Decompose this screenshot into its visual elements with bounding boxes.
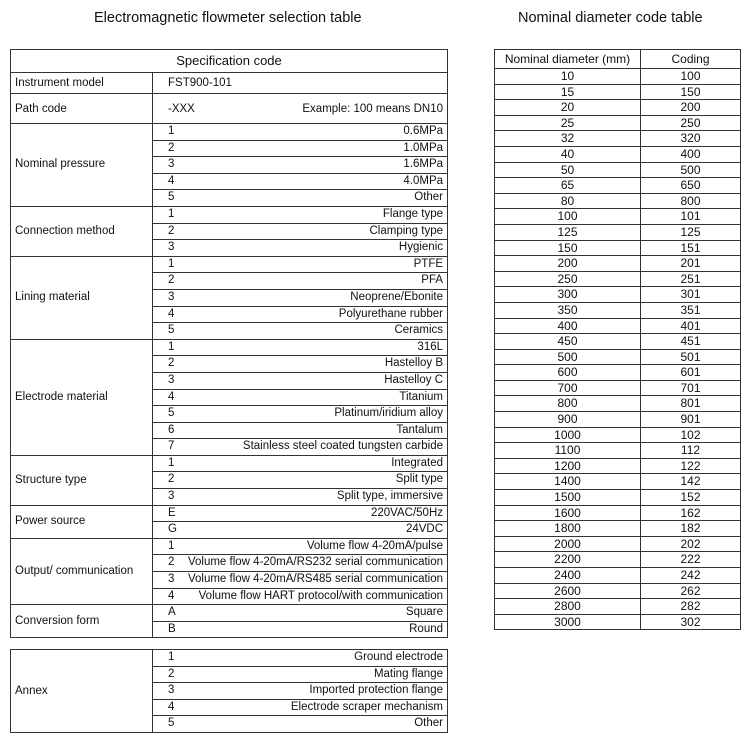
table-row [495,240,741,256]
diameter-table [494,49,741,630]
path-code-row [11,94,448,124]
nominal-diameter-cell: 150 [495,240,641,256]
option-row [153,390,447,407]
table-row [495,302,741,318]
instrument-model-label: Instrument model [11,73,153,94]
option-description: Imported protection flange [309,684,443,697]
option-code: B [168,622,176,635]
table-row [495,614,741,630]
table-row [495,568,741,584]
nominal-diameter-cell: 20 [495,100,641,116]
option-row [153,605,447,622]
coding-cell: 262 [641,583,741,599]
nominal-diameter-cell: 200 [495,256,641,272]
option-row [153,273,447,290]
option-code: 4 [168,174,175,187]
spec-group-options [153,339,448,455]
option-code: 1 [168,257,175,270]
option-code: 2 [168,473,175,486]
table-row [495,474,741,490]
coding-cell: 400 [641,146,741,162]
spec-group-options [153,124,448,207]
option-code: E [168,506,176,519]
nominal-diameter-cell: 1000 [495,427,641,443]
nominal-diameter-cell: 125 [495,224,641,240]
option-description: Electrode scraper mechanism [290,700,443,713]
table-row [495,162,741,178]
annex-options [153,650,448,733]
option-description: 24VDC [405,523,444,536]
spec-group-label: Lining material [11,256,153,339]
nominal-diameter-cell: 32 [495,131,641,147]
option-code: 2 [168,224,175,237]
option-description: Other [414,717,443,730]
table-row [495,583,741,599]
option-row [153,207,447,224]
spec-group-label: Electrode material [11,339,153,455]
option-code: 5 [168,407,175,420]
spec-group-options [153,256,448,339]
annex-row [11,650,448,733]
annex-label: Annex [11,650,153,733]
option-row [153,340,447,357]
option-description: 1.0MPa [403,141,444,154]
option-row [153,622,447,638]
spec-group-connection-method [11,206,448,256]
option-row [153,423,447,440]
spec-group-label: Nominal pressure [11,124,153,207]
spec-header: Specification code [11,50,448,73]
nominal-diameter-cell: 500 [495,349,641,365]
option-description: Hastelloy B [384,357,444,370]
table-row [495,115,741,131]
option-code: 1 [168,125,175,137]
nominal-diameter-cell: 450 [495,334,641,350]
coding-cell: 250 [641,115,741,131]
option-row [153,323,447,339]
coding-cell: 125 [641,224,741,240]
option-description: Clamping type [369,224,444,237]
option-description: Volume flow 4-20mA/RS232 serial communication [187,556,444,569]
coding-cell: 901 [641,412,741,428]
option-row [153,373,447,390]
nominal-diameter-cell: 65 [495,178,641,194]
table-row [495,256,741,272]
nominal-diameter-cell: 350 [495,302,641,318]
option-code: 2 [168,556,175,569]
option-code: 1 [168,539,175,552]
spec-group-nominal-pressure [11,124,448,207]
option-code: 2 [168,667,175,680]
option-description: 220VAC/50Hz [370,506,444,519]
table-row [495,536,741,552]
coding-cell: 301 [641,287,741,303]
option-code: 5 [168,717,175,730]
option-row [153,539,447,556]
nominal-diameter-cell: 1400 [495,474,641,490]
option-description: Flange type [382,207,444,220]
coding-cell: 122 [641,458,741,474]
option-code: 3 [168,684,175,697]
path-code-example: Example: 100 means DN10 [302,102,444,115]
option-code: G [168,523,177,536]
option-description: 4.0MPa [403,174,444,187]
option-code: 6 [168,423,175,436]
option-row [153,472,447,489]
coding-cell: 102 [641,427,741,443]
option-description: Other [414,191,444,204]
option-description: Hygienic [398,241,444,254]
option-description: PFA [421,274,444,287]
coding-cell: 302 [641,614,741,630]
option-description: 1.6MPa [403,158,444,171]
option-description: Mating flange [373,667,443,680]
instrument-model-row [11,73,448,94]
option-description: Ceramics [394,324,444,337]
coding-cell: 501 [641,349,741,365]
nominal-diameter-cell: 80 [495,193,641,209]
option-description: Titanium [399,390,444,403]
option-description: Volume flow 4-20mA/RS485 serial communication [187,573,444,586]
option-row [153,489,447,505]
option-row [153,307,447,324]
table-row [495,100,741,116]
coding-cell: 800 [641,193,741,209]
option-description: Split type, immersive [336,490,444,503]
coding-cell: 142 [641,474,741,490]
option-row [153,224,447,241]
option-row [153,257,447,274]
annex-option-row [153,716,447,732]
nominal-diameter-cell: 400 [495,318,641,334]
selection-table [10,49,448,638]
option-row [153,356,447,373]
table-row [495,490,741,506]
table-row [495,396,741,412]
option-row [153,240,447,256]
nominal-diameter-cell: 600 [495,365,641,381]
spec-group-lining-material [11,256,448,339]
nominal-diameter-cell: 15 [495,84,641,100]
spec-group-options [153,455,448,505]
nominal-diameter-cell: 10 [495,69,641,85]
spec-group-options [153,505,448,538]
option-code: 3 [168,573,175,586]
nominal-diameter-cell: 100 [495,209,641,225]
table-row [495,334,741,350]
option-row [153,589,447,605]
nominal-diameter-cell: 50 [495,162,641,178]
spec-group-options [153,206,448,256]
table-row [495,427,741,443]
option-row [153,141,447,158]
coding-cell: 100 [641,69,741,85]
table-row [495,365,741,381]
option-code: 1 [168,651,175,663]
diameter-table-title: Nominal diameter code table [518,10,703,26]
nominal-diameter-cell: 1100 [495,443,641,459]
option-description: Ground electrode [354,651,443,663]
option-description: Round [409,622,444,635]
table-row [495,458,741,474]
coding-cell: 150 [641,84,741,100]
coding-cell: 182 [641,521,741,537]
option-description: Volume flow HART protocol/with communication [198,589,444,602]
table-row [495,224,741,240]
coding-cell: 202 [641,536,741,552]
coding-cell: 222 [641,552,741,568]
path-code-value: -XXX [168,102,195,115]
option-code: 3 [168,158,175,171]
option-description: Volume flow 4-20mA/pulse [306,539,444,552]
nominal-diameter-cell: 2400 [495,568,641,584]
table-row [495,552,741,568]
table-row [495,380,741,396]
table-row [495,84,741,100]
option-code: 3 [168,241,175,254]
option-code: 3 [168,373,175,386]
table-row [495,271,741,287]
option-code: 3 [168,290,175,303]
option-code: 5 [168,191,175,204]
selection-table-title: Electromagnetic flowmeter selection table [94,10,362,26]
coding-cell: 401 [641,318,741,334]
table-row [495,521,741,537]
annex-option-row [153,700,447,717]
coding-cell: 320 [641,131,741,147]
option-code: 2 [168,141,175,154]
option-code: A [168,606,176,619]
nominal-diameter-cell: 1800 [495,521,641,537]
nominal-diameter-cell: 900 [495,412,641,428]
option-description: 0.6MPa [403,125,444,137]
nominal-diameter-cell: 3000 [495,614,641,630]
option-description: Platinum/iridium alloy [334,407,444,420]
coding-cell: 282 [641,599,741,615]
option-code: 3 [168,490,175,503]
option-code: 1 [168,340,175,353]
option-row [153,522,447,538]
table-row [495,599,741,615]
spec-group-label: Power source [11,505,153,538]
option-code: 2 [168,357,175,370]
nominal-diameter-cell: 700 [495,380,641,396]
nominal-diameter-cell: 250 [495,271,641,287]
spec-header-row [11,50,448,73]
coding-cell: 251 [641,271,741,287]
spec-group-label: Output/ communication [11,538,153,604]
nominal-diameter-cell: 1200 [495,458,641,474]
path-code-cell [153,94,448,124]
option-description: Square [405,606,444,619]
option-row [153,572,447,589]
option-row [153,406,447,423]
coding-cell: 701 [641,380,741,396]
nominal-diameter-cell: 40 [495,146,641,162]
spec-group-conversion-form [11,605,448,638]
table-row [495,443,741,459]
nominal-diameter-cell: 2000 [495,536,641,552]
option-description: Integrated [391,456,444,469]
nominal-diameter-cell: 800 [495,396,641,412]
table-row [495,178,741,194]
coding-cell: 152 [641,490,741,506]
coding-cell: 200 [641,100,741,116]
option-code: 4 [168,700,175,713]
spec-group-output-communication [11,538,448,604]
option-row [153,174,447,191]
option-row [153,555,447,572]
option-code: 1 [168,207,175,220]
option-row [153,506,447,523]
option-code: 4 [168,390,175,403]
spec-group-options [153,605,448,638]
option-row [153,456,447,473]
option-description: Neoprene/Ebonite [350,290,444,303]
annex-table [10,649,448,733]
option-code: 1 [168,456,175,469]
nominal-diameter-cell: 1500 [495,490,641,506]
option-row [153,439,447,455]
path-code-label: Path code [11,94,153,124]
table-row [495,505,741,521]
coding-cell: 801 [641,396,741,412]
coding-cell: 162 [641,505,741,521]
annex-option-row [153,683,447,700]
coding-cell: 351 [641,302,741,318]
table-row [495,349,741,365]
coding-cell: 201 [641,256,741,272]
coding-header: Coding [641,50,741,69]
option-code: 2 [168,274,175,287]
table-row [495,318,741,334]
coding-cell: 500 [641,162,741,178]
diameter-header-row [495,50,741,69]
spec-group-power-source [11,505,448,538]
spec-group-label: Conversion form [11,605,153,638]
coding-cell: 451 [641,334,741,350]
table-row [495,412,741,428]
coding-cell: 242 [641,568,741,584]
option-description: Stainless steel coated tungsten carbide [242,440,444,453]
nominal-diameter-cell: 25 [495,115,641,131]
table-row [495,287,741,303]
annex-option-row [153,650,447,667]
table-row [495,131,741,147]
option-description: Polyurethane rubber [338,307,444,320]
spec-group-label: Connection method [11,206,153,256]
option-code: 7 [168,440,175,453]
coding-cell: 650 [641,178,741,194]
spec-group-options [153,538,448,604]
table-row [495,69,741,85]
nominal-diameter-cell: 300 [495,287,641,303]
annex-option-row [153,667,447,684]
option-description: 316L [417,340,444,353]
diameter-header: Nominal diameter (mm) [495,50,641,69]
nominal-diameter-cell: 1600 [495,505,641,521]
nominal-diameter-cell: 2800 [495,599,641,615]
option-description: Tantalum [396,423,444,436]
nominal-diameter-cell: 2200 [495,552,641,568]
option-code: 4 [168,307,175,320]
option-description: Hastelloy C [384,373,444,386]
coding-cell: 101 [641,209,741,225]
option-code: 4 [168,589,175,602]
option-row [153,124,447,141]
table-row [495,193,741,209]
coding-cell: 112 [641,443,741,459]
option-description: PTFE [413,257,444,270]
option-row [153,190,447,206]
option-code: 5 [168,324,175,337]
nominal-diameter-cell: 2600 [495,583,641,599]
coding-cell: 151 [641,240,741,256]
table-row [495,209,741,225]
spec-group-electrode-material [11,339,448,455]
option-row [153,157,447,174]
option-description: Split type [395,473,444,486]
table-row [495,146,741,162]
instrument-model-value: FST900-101 [153,73,448,94]
spec-group-structure-type [11,455,448,505]
coding-cell: 601 [641,365,741,381]
option-row [153,290,447,307]
spec-group-label: Structure type [11,455,153,505]
